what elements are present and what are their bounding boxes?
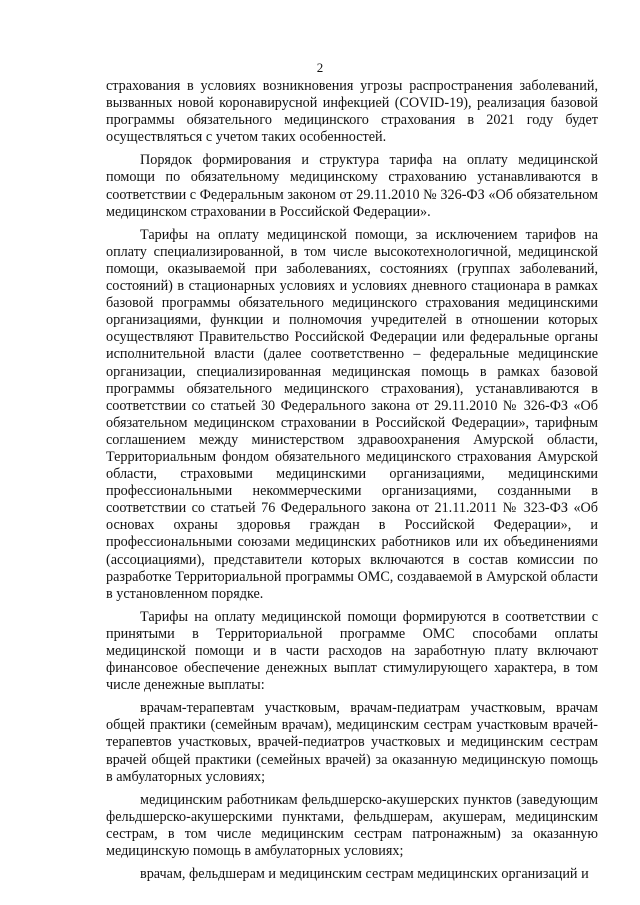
paragraph-6: медицинским работникам фельдшерско-акушерских пунктов (заведующим фельдшерско-акушерскими пунктами, фельдшерам, акушерам, медицинским сестрам, в том числе медицинским сестрам патронажным) за оказанную медицинскую помощь в амбулаторных условиях; [106,791,598,860]
paragraph-3: Тарифы на оплату медицинской помощи, за исключением тарифов на оплату специализированной, в том числе высокотехнологичной, медицинской помощи, оказываемой при заболеваниях, состояниях (группах заболеваний, состояний) в стационарных условиях и условиях дневного стационара в рамках базовой программы обязательного медицинского страхования медицинскими организациями, функции и полномочия учредителей в отношении которых осуществляют Правительство Российской Федерации или федеральные органы исполнительной власти (далее соответственно – федеральные медицинские организации, специализированная медицинская помощь в рамках базовой программы обязательного медицинского страхования), устанавливаются в соответствии со статьей 30 Федерального закона от 29.11.2010 № 326-ФЗ «Об обязательном медицинском страховании в Российской Федерации», тарифным соглашением между министерством здравоохранения Амурской области, Территориальным фондом обязательного медицинского страхования Амурской области, страховыми медицинскими организациями, медицинскими профессиональными некоммерческими организациями, созданными в соответствии со статьей 76 Федерального закона от 21.11.2011 № 323-ФЗ «Об основах охраны здоровья граждан в Российской Федерации», и профессиональными союзами медицинских работников или их объединениями (ассоциациями), представители которых включаются в состав комиссии по разработке Территориальной программы ОМС, создаваемой в Амурской области в установленном порядке. [106,226,598,602]
paragraph-2: Порядок формирования и структура тарифа на оплату медицинской помощи по обязательному медицинскому страхованию устанавливаются в соответствии с Федеральным законом от 29.11.2010 № 326-ФЗ «Об обязательном медицинском страховании в Российской Федерации». [106,152,598,220]
paragraph-7: врачам, фельдшерам и медицинским сестрам медицинских организаций и [140,866,589,883]
paragraph-5: врачам-терапевтам участковым, врачам-педиатрам участковым, врачам общей практики (семейным врачам), медицинским сестрам участковым врачей-терапевтов участковых, врачей-педиатров участковых и медицинским сестрам врачей общей практики (семейных врачей) за оказанную медицинскую помощь в амбулаторных условиях; [106,700,598,785]
document-body [106,78,598,883]
page-number: 2 [316,60,324,75]
paragraph-4: Тарифы на оплату медицинской помощи формируются в соответствии с принятыми в Территориальной программе ОМС способами оплаты медицинской помощи и в части расходов на заработную плату включают финансовое обеспечение денежных выплат стимулирующего характера, в том числе денежные выплаты: [106,608,598,694]
paragraph-1: страхования в условиях возникновения угрозы распространения заболеваний, вызванных новой коронавирусной инфекцией (COVID-19), реализация базовой программы обязательного медицинского страхования в 2021 году будет осуществляться с учетом таких особенностей. [106,78,598,146]
